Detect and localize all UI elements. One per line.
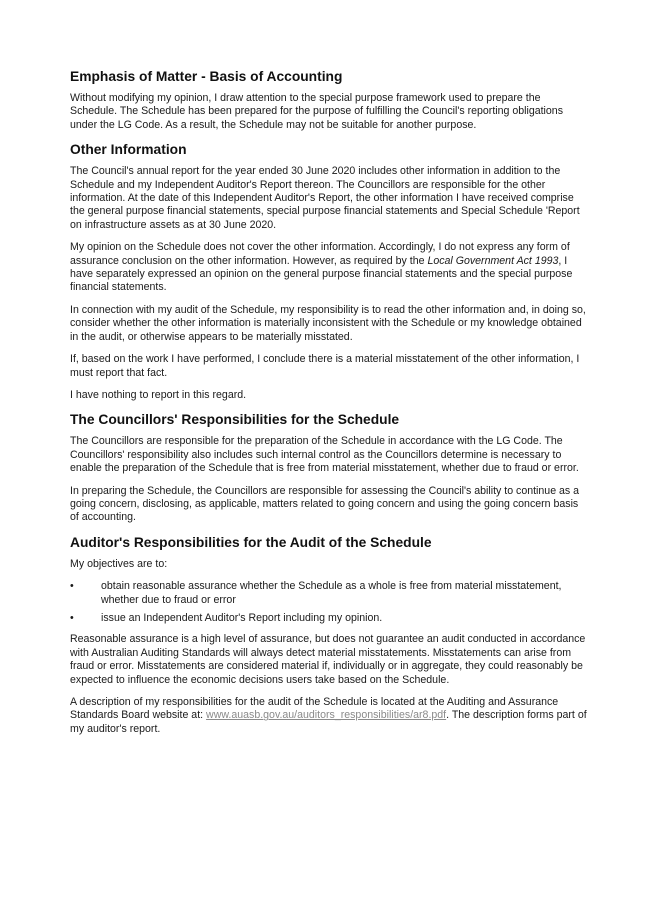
- paragraph: If, based on the work I have performed, I conclude there is a material misstatement of the other information, I must report that fact.: [70, 353, 580, 379]
- bullet-icon: •: [70, 611, 74, 624]
- list-item: [70, 580, 587, 607]
- auasb-link[interactable]: www.auasb.gov.au/auditors_responsibilities/ar8.pdf: [206, 709, 447, 722]
- heading-councillors-responsibilities: The Councillors' Responsibilities for the Schedule: [70, 412, 400, 428]
- paragraph: Reasonable assurance is a high level of assurance, but does not guarantee an audit conducted in accordance with Australian Auditing Standards will always detect material misstatements. Misstatements can arise from fraud or error. Misstatements are considered material if, individually or in aggregate, they could reasonably be expected to influence the economic decisions users take based on the Schedule.: [70, 633, 586, 686]
- list-item-text: obtain reasonable assurance whether the Schedule as a whole is free from material misstatement, whether due to fraud or error: [101, 580, 562, 606]
- section-other-information: [70, 141, 587, 402]
- heading-auditor-responsibilities: Auditor's Responsibilities for the Audit of the Schedule: [70, 534, 432, 550]
- section-councillors-responsibilities: [70, 411, 587, 524]
- paragraph: [70, 241, 587, 295]
- paragraph: In connection with my audit of the Schedule, my responsibility is to read the other information and, in doing so, consider whether the other information is materially inconsistent with the Schedule or my knowledge obtained in the audit, or otherwise appears to be materially misstated.: [70, 303, 586, 343]
- text-run: My opinion on the Schedule does not cover the other information. Accordingly, I do not express any form of assurance conclusion on the other information. However, as required by the: [70, 241, 570, 267]
- act-title: Local Government Act 1993: [427, 254, 559, 267]
- heading-emphasis-of-matter: Emphasis of Matter - Basis of Accounting: [70, 69, 343, 84]
- paragraph: [70, 696, 587, 736]
- heading-other-information: Other Information: [70, 142, 187, 158]
- paragraph: Without modifying my opinion, I draw attention to the special purpose framework used to prepare the Schedule. The Schedule has been prepared for the purpose of fulfilling the Council's reporting obligations under the LG Code. As a result, the Schedule may not be suitable for another purpose.: [70, 92, 563, 131]
- paragraph: The Councillors are responsible for the preparation of the Schedule in accordance with the LG Code. The Councillors' responsibility also includes such internal control as the Councillors determine is necessary to enable the preparation of the Schedule that is free from material misstatement, whether due to fraud or error.: [70, 435, 579, 475]
- paragraph: The Council's annual report for the year ended 30 June 2020 includes other information in addition to the Schedule and my Independent Auditor's Report thereon. The Councillors are responsible for the other information. At the date of this Independent Auditor's Report, the other information I have received comprise the general purpose financial statements, special purpose financial statements and Special Schedule 'Report on infrastructure assets as at 30 June 2020.: [70, 165, 580, 231]
- text-run: , I have separately expressed an opinion on the general purpose financial statements and the special purpose financial statements.: [70, 254, 573, 294]
- paragraph: My objectives are to:: [70, 557, 168, 570]
- paragraph: In preparing the Schedule, the Councillors are responsible for assessing the Council's ability to continue as a going concern, disclosing, as applicable, matters related to going concern and using the going concern basis of accounting.: [70, 484, 580, 524]
- list-item-text: issue an Independent Auditor's Report including my opinion.: [101, 611, 383, 624]
- objectives-list: [70, 580, 587, 625]
- paragraph: I have nothing to report in this regard.: [70, 388, 247, 401]
- list-item: [70, 612, 587, 625]
- section-auditor-responsibilities: [70, 534, 587, 736]
- section-emphasis-of-matter: [70, 68, 587, 132]
- text-run: A description of my responsibilities for the audit of the Schedule is located at the Auditing and Assurance Standards Board website at:: [70, 696, 559, 722]
- text-run: . The description forms part of my auditor's report.: [70, 709, 587, 735]
- bullet-icon: •: [70, 580, 74, 593]
